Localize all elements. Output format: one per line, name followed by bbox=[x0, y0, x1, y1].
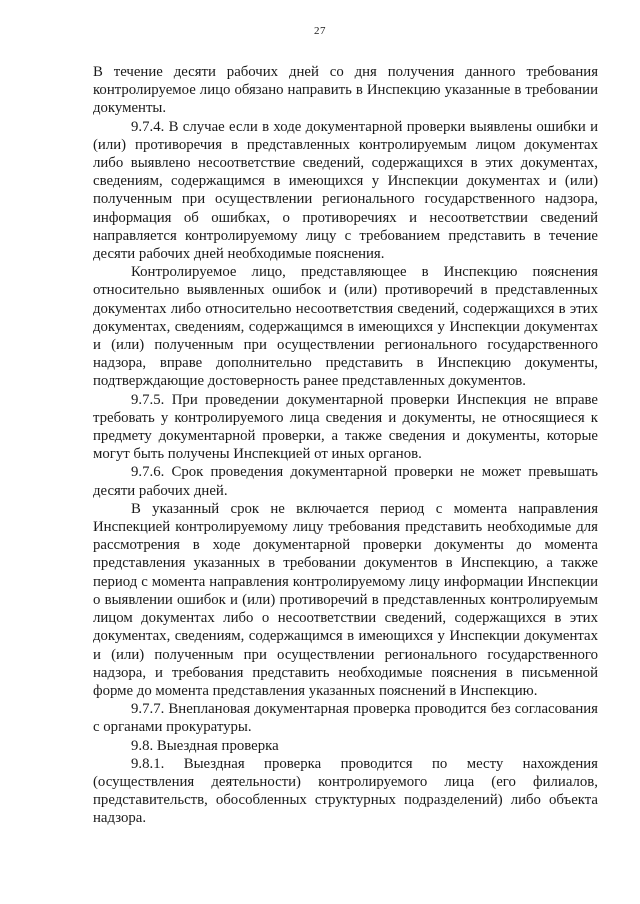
paragraph-explanations: Контролируемое лицо, представляющее в Инспекцию пояснения относительно выявленных ошибок и (или) противоречий в представленных документах либо относительно несоответствия сведений, содержащихся в этих документах, сведениям, содержащимся в имеющихся у Инспекции документах и (или) полученным при осуществлении регионального государственного надзора, вправе дополнительно представить в Инспекцию документы, подтверждающие достоверность ранее представленных документов. bbox=[93, 264, 598, 390]
document-body bbox=[93, 63, 598, 828]
paragraph-9-7-4: 9.7.4. В случае если в ходе документарной проверки выявлены ошибки и (или) противоречия в представленных контролируемым лицом документах либо выявлено несоответствие сведений, содержащихся в этих документах, сведениям, содержащимся в имеющихся у Инспекции документах и (или) полученным при осуществлении регионального государственного надзора, информация об ошибках, о противоречиях и несоответствии сведений направляется контролируемому лицу с требованием представить в течение десяти рабочих дней необходимые пояснения. bbox=[93, 118, 598, 263]
paragraph-9-7-7: 9.7.7. Внеплановая документарная проверка проводится без согласования с органами прокуратуры. bbox=[93, 701, 598, 736]
page-number: 27 bbox=[314, 25, 326, 37]
paragraph-9-7-5: 9.7.5. При проведении документарной проверки Инспекция не вправе требовать у контролируемого лица сведения и документы, не относящиеся к предмету документарной проверки, а также сведения и документы, которые могут быть получены Инспекцией от иных органов. bbox=[93, 391, 598, 463]
paragraph-9-7-6: 9.7.6. Срок проведения документарной проверки не может превышать десяти рабочих дней. bbox=[93, 464, 598, 499]
section-heading-9-8: 9.8. Выездная проверка bbox=[131, 737, 279, 754]
paragraph-period-exclusion: В указанный срок не включается период с момента направления Инспекцией контролируемому лицу требования представить необходимые для рассмотрения в ходе документарной проверки документы до момента представления указанных в требовании документов в Инспекцию, а также период с момента направления контролируемому лицу информации Инспекции о выявлении ошибок и (или) противоречий в представленных контролируемым лицом документах либо о несоответствии сведений, содержащихся в этих документах, сведениям, содержащимся в имеющихся у Инспекции документах и (или) полученным при осуществлении регионального государственного надзора, и требования представить необходимые пояснения в письменной форме до момента представления указанных пояснений в Инспекцию. bbox=[93, 500, 598, 699]
paragraph-9-8-1: 9.8.1. Выездная проверка проводится по месту нахождения (осуществления деятельности) контролируемого лица (его филиалов, представительств, обособленных структурных подразделений) либо объекта надзора. bbox=[93, 755, 598, 827]
paragraph-requirement-deadline: В течение десяти рабочих дней со дня получения данного требования контролируемое лицо обязано направить в Инспекцию указанные в требовании документы. bbox=[93, 64, 598, 117]
